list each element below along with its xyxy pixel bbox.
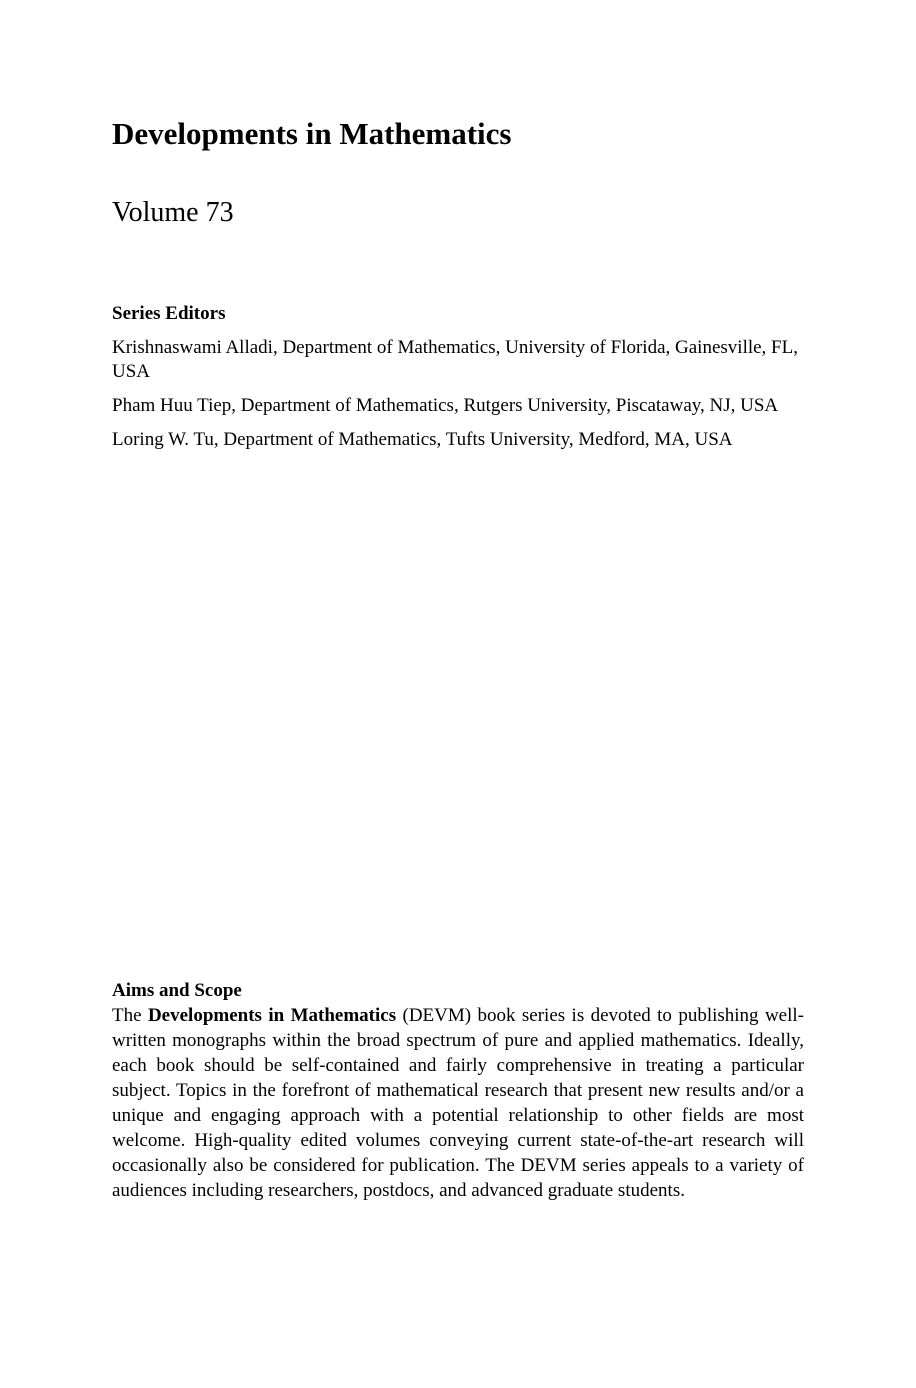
- aims-and-scope-text: [112, 1003, 804, 1203]
- series-editors-heading: Series Editors: [112, 303, 226, 324]
- series-name-emphasis: Developments in Mathematics: [147, 1005, 397, 1026]
- series-title: Developments in Mathematics: [112, 116, 512, 151]
- editor-entry: Loring W. Tu, Department of Mathematics, Tufts University, Medford, MA, USA: [112, 429, 733, 450]
- editor-entry: Pham Huu Tiep, Department of Mathematics, Rutgers University, Piscataway, NJ, USA: [112, 395, 779, 416]
- aims-intro: The: [112, 1005, 142, 1026]
- aims-and-scope-heading: Aims and Scope: [112, 980, 242, 1001]
- aims-and-scope-section: [112, 978, 804, 1203]
- volume-number: Volume 73: [112, 197, 234, 228]
- series-editors-section: [112, 302, 804, 452]
- aims-body-text: (DEVM) book series is devoted to publishing well-written monographs within the broad spectrum of pure and applied mathematics. Ideally, each book should be self-contained and fairly comprehensive in treating a particular subject. Topics in the forefront of mathematical research that present new results and/or a unique and engaging approach with a potential relationship to other fields are most welcome. High-quality edited volumes conveying current state-of-the-art research will occasionally also be considered for publication. The DEVM series appeals to a variety of audiences including researchers, postdocs, and advanced graduate students.: [112, 1005, 804, 1201]
- editor-entry: Krishnaswami Alladi, Department of Mathematics, University of Florida, Gainesville, FL, USA: [112, 337, 798, 382]
